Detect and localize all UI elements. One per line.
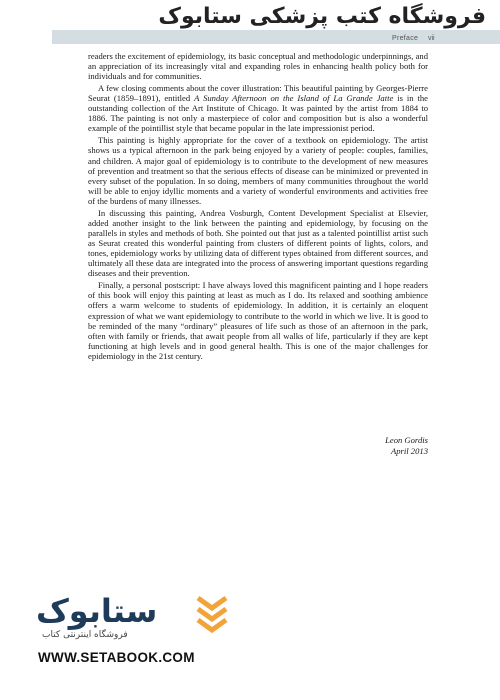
logo-wordmark: ستابوک — [36, 592, 158, 630]
chevron-logo-icon — [194, 594, 230, 634]
signature-date: April 2013 — [390, 445, 428, 456]
logo-subtitle: فروشگاه اینترنتی کتاب — [42, 630, 128, 640]
cover-text-after: is in the outstanding collection of the Art Institute of Chicago. It was painted by the artist from 1884 to 1886. The painting is not only a masterpiece of color and composition but is also a wonderful example of the pointillist style that became popular in the late impressionist period. — [88, 93, 428, 134]
cover-text-before: A few closing comments about the cover illustration: This beautiful painting by Georges-Pierre Seurat (1859–1891), entitled — [88, 83, 428, 104]
signature-block — [378, 435, 428, 456]
painting-title: A Sunday Afternoon on the Island of La Grande Jatte — [194, 93, 394, 104]
store-watermark-title: فروشگاه کتب پزشکی ستابوک — [158, 4, 486, 29]
page-number: vii — [428, 35, 435, 42]
author-name: Leon Gordis — [385, 435, 428, 445]
paragraph-appropriateness: This painting is highly appropriate for the cover of a textbook on epidemiology. The artist shows us a typical afternoon in the park being enjoyed by a variety of people: couples, families, and children. A major goal of epidemiology is to contribute to the development of new measures of prevention and treatment so that the serious effects of disease can be minimized or prevented in every subset of the population. In so doing, members of many communities throughout the world will be able to enjoy idyllic moments and a variety of wonderful environments and activities free of the burdens of many illnesses. — [88, 135, 428, 206]
paragraph-cover-illustration — [88, 83, 428, 133]
store-logo — [36, 592, 226, 648]
paragraph-discussion: In discussing this painting, Andrea Vosburgh, Content Development Specialist at Elsevier, added another insight to the link between the painting and epidemiology, by focusing on the parallels in styles and methods of both. She pointed out that just as a talented pointillist artist such as Seurat created this wonderful painting from clusters of different points of lights, colors, and tones, epidemiology works by utilizing data of different types obtained from different sources, and ultimately all these data are integrated into the process of answering important questions regarding diseases and their prevention. — [88, 207, 428, 279]
store-url: WWW.SETABOOK.COM — [38, 650, 195, 665]
preface-body — [88, 51, 428, 363]
paragraph-continued: readers the excitement of epidemiology, its basic conceptual and methodologic underpinnings, and an appreciation of its increasingly vital and expanding roles in enhancing health policy both for individuals and for communities. — [88, 51, 428, 82]
paragraph-postscript: Finally, a personal postscript: I have always loved this magnificent painting and I hope readers of this book will enjoy this painting at least as much as I do. Its relaxed and soothing ambience offers a warm welcome to students of epidemiology. In addition, it is certainly an eloquent expression of what we want epidemiology to contribute to the world in which we live. It is good to be reminded of the many “ordinary” pleasures of life such as those of an afternoon in the park, often with family or friends, that await people from all walks of life, particularly if they are kept functioning at high levels and in good general health. This is one of the major challenges for epidemiology in the 21st century. — [88, 280, 428, 361]
running-header-label: Preface — [392, 35, 419, 42]
